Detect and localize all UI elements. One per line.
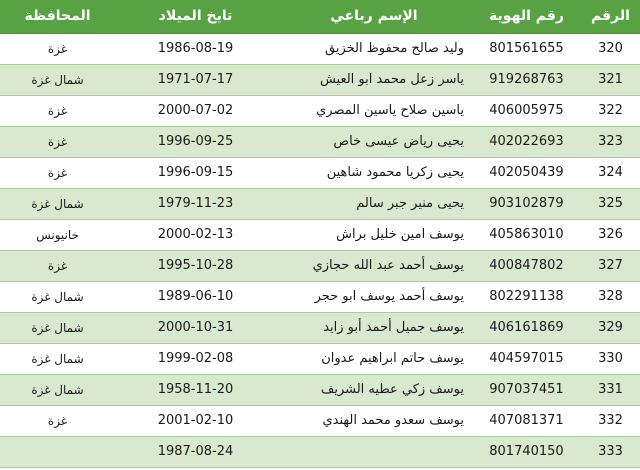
cell-birth-date: 2000-02-13 [115, 219, 276, 250]
cell-id-number: 919268763 [472, 64, 581, 95]
cell-index: 328 [581, 281, 640, 312]
cell-governorate: شمال غزة [0, 343, 115, 374]
cell-id-number: 801561655 [472, 33, 581, 64]
cell-birth-date: 1989-06-10 [115, 281, 276, 312]
cell-governorate: غزة [0, 157, 115, 188]
cell-index: 325 [581, 188, 640, 219]
cell-birth-date: 2001-02-10 [115, 405, 276, 436]
cell-id-number: 406161869 [472, 312, 581, 343]
table-row [0, 312, 640, 343]
cell-index: 324 [581, 157, 640, 188]
cell-governorate: شمال غزة [0, 188, 115, 219]
cell-governorate: شمال غزة [0, 312, 115, 343]
cell-governorate: غزة [0, 405, 115, 436]
table-row [0, 343, 640, 374]
cell-full-name: يوسف حاتم ابراهيم عدوان [276, 343, 472, 374]
cell-governorate: غزة [0, 95, 115, 126]
table-row [0, 436, 640, 467]
table-row [0, 250, 640, 281]
cell-id-number: 400847802 [472, 250, 581, 281]
cell-full-name: يوسف امين خليل براش [276, 219, 472, 250]
cell-full-name: يوسف أحمد عبد الله حجازي [276, 250, 472, 281]
cell-governorate: غزة [0, 33, 115, 64]
cell-full-name: وليد صالح محفوظ الخزيق [276, 33, 472, 64]
cell-governorate: خانيونس [0, 219, 115, 250]
table-row [0, 64, 640, 95]
cell-birth-date: 1995-10-28 [115, 250, 276, 281]
cell-index: 323 [581, 126, 640, 157]
header-id-number: رقم الهوية [472, 0, 581, 33]
cell-id-number: 405863010 [472, 219, 581, 250]
cell-birth-date: 1971-07-17 [115, 64, 276, 95]
table-row [0, 95, 640, 126]
cell-birth-date: 1986-08-19 [115, 33, 276, 64]
table-row [0, 188, 640, 219]
header-index: الرقم [581, 0, 640, 33]
table-row [0, 157, 640, 188]
cell-governorate [0, 436, 115, 467]
cell-governorate: غزة [0, 250, 115, 281]
cell-index: 320 [581, 33, 640, 64]
cell-full-name: يحيى رياض عيسى خاص [276, 126, 472, 157]
cell-full-name: يحيى زكريا محمود شاهين [276, 157, 472, 188]
cell-index: 332 [581, 405, 640, 436]
header-row [0, 0, 640, 33]
cell-full-name: يحيى منير جبر سالم [276, 188, 472, 219]
cell-id-number: 801740150 [472, 436, 581, 467]
cell-full-name: ياسين صلاح ياسين المصري [276, 95, 472, 126]
cell-birth-date: 2000-07-02 [115, 95, 276, 126]
header-governorate: المحافظة [0, 0, 115, 33]
cell-governorate: شمال غزة [0, 281, 115, 312]
cell-birth-date: 2000-10-31 [115, 312, 276, 343]
cell-birth-date: 1996-09-25 [115, 126, 276, 157]
table-row [0, 219, 640, 250]
cell-index: 321 [581, 64, 640, 95]
header-full-name: الإسم رباعي [276, 0, 472, 33]
cell-id-number: 402050439 [472, 157, 581, 188]
table-body [0, 33, 640, 467]
cell-id-number: 402022693 [472, 126, 581, 157]
cell-full-name: يوسف جميل أحمد أبو زايد [276, 312, 472, 343]
cell-full-name: ياسر زعل محمد ابو العيش [276, 64, 472, 95]
cell-governorate: شمال غزة [0, 64, 115, 95]
cell-index: 330 [581, 343, 640, 374]
cell-birth-date: 1979-11-23 [115, 188, 276, 219]
cell-index: 326 [581, 219, 640, 250]
table-row [0, 33, 640, 64]
cell-id-number: 907037451 [472, 374, 581, 405]
cell-index: 331 [581, 374, 640, 405]
cell-index: 327 [581, 250, 640, 281]
table-row [0, 126, 640, 157]
cell-id-number: 802291138 [472, 281, 581, 312]
cell-id-number: 406005975 [472, 95, 581, 126]
cell-id-number: 404597015 [472, 343, 581, 374]
cell-id-number: 903102879 [472, 188, 581, 219]
cell-birth-date: 1958-11-20 [115, 374, 276, 405]
cell-id-number: 407081371 [472, 405, 581, 436]
cell-governorate: غزة [0, 126, 115, 157]
cell-index: 322 [581, 95, 640, 126]
cell-index: 329 [581, 312, 640, 343]
cell-index: 333 [581, 436, 640, 467]
cell-birth-date: 1999-02-08 [115, 343, 276, 374]
cell-full-name: يوسف أحمد يوسف ابو حجر [276, 281, 472, 312]
table-row [0, 405, 640, 436]
table-row [0, 374, 640, 405]
cell-governorate: شمال غزة [0, 374, 115, 405]
table-row [0, 281, 640, 312]
header-birth-date: تايخ الميلاد [115, 0, 276, 33]
cell-birth-date: 1987-08-24 [115, 436, 276, 467]
cell-full-name [276, 436, 472, 467]
cell-full-name: يوسف زكي عطيه الشريف [276, 374, 472, 405]
cell-full-name: يوسف سعدو محمد الهندي [276, 405, 472, 436]
cell-birth-date: 1996-09-15 [115, 157, 276, 188]
